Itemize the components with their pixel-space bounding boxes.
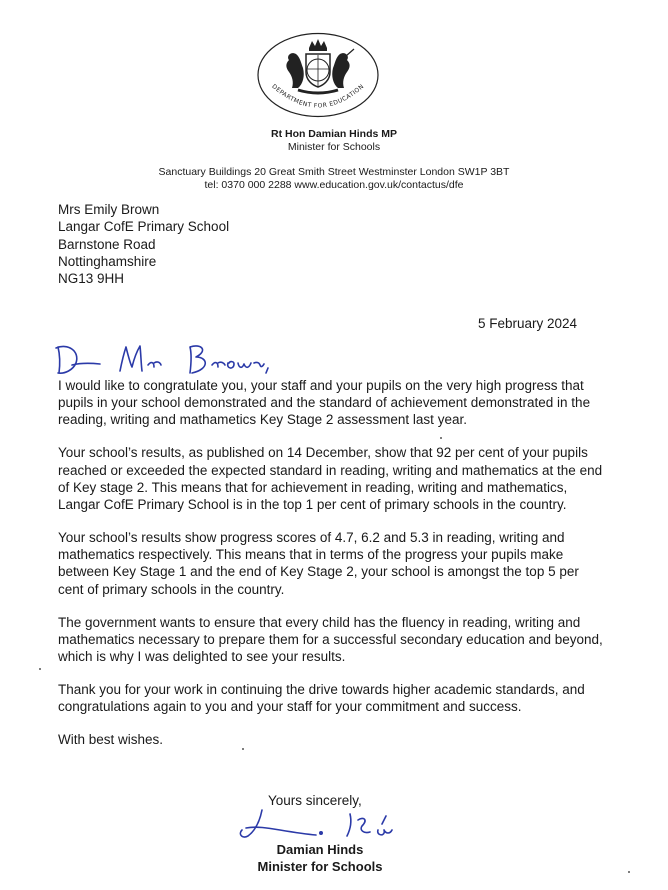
signatory-role: Minister for Schools [257,859,383,874]
recipient-line: NG13 9HH [58,271,125,287]
scan-speck [440,437,442,439]
office-address: Sanctuary Buildings 20 Great Smith Street Westminster London SW1P 3BT [158,166,510,178]
body-paragraph: Thank you for your work in continuing the drive towards higher academic standards, and congratulations again to you and your staff for your commitment and success. [58,682,585,715]
body-paragraph: Your school’s results, as published on 14 December, show that 92 per cent of your pupils reached or exceeded the expected standard in reading, writing and mathematics at the end of Key stage 2. This means that for achievement in reading, writing and mathematics, Langar CofE Primary School is in the top 1 per cent of primary schools in the country. [58,445,603,513]
letter-date: 5 February 2024 [477,316,577,331]
recipient-address [58,201,229,287]
body-paragraph: I would like to congratulate you, your staff and your pupils on the very high progress that pupils in your school demonstrated and the standard of achievement demonstrated in the reading, writing and mathametics Key Stage 2 assessment last year. [58,378,591,428]
body-paragraph: The government wants to ensure that every child has the fluency in reading, writing and mathematics necessary to prepare them for a successful secondary education and beyond, which is why I was delighted to see your results. [58,614,603,665]
department-for-education-crest-logo [256,32,380,118]
signatory-name: Damian Hinds [276,842,364,857]
recipient-line: Nottinghamshire [58,253,157,269]
recipient-line: Langar CofE Primary School [58,219,230,235]
minister-name: Rt Hon Damian Hinds MP [270,128,397,140]
recipient-line: Mrs Emily Brown [58,202,160,217]
letter-body [58,377,603,764]
scan-speck [628,871,630,873]
scan-speck [242,748,244,750]
handwritten-salutation [50,335,280,379]
body-paragraph: With best wishes. [58,732,164,748]
recipient-line: Barnstone Road [58,236,156,252]
minister-role: Minister for Schools [287,141,381,153]
scan-speck [39,668,41,670]
body-paragraph: Your school’s results show progress scores of 4.7, 6.2 and 5.3 in reading, writing and mathematics respectively. This means that in terms of the progress your pupils make between Key Stage 1 and the end of Key Stage 2, your school is amongst the top 5 per cent of primary schools in the country. [58,530,579,597]
handwritten-signature [232,806,412,842]
closing-line: Yours sincerely, [268,793,362,808]
contact-details: tel: 0370 000 2288 www.education.gov.uk/contactus/dfe [204,179,464,191]
logo-arc-text: DEPARTMENT FOR EDUCATION [270,82,366,110]
